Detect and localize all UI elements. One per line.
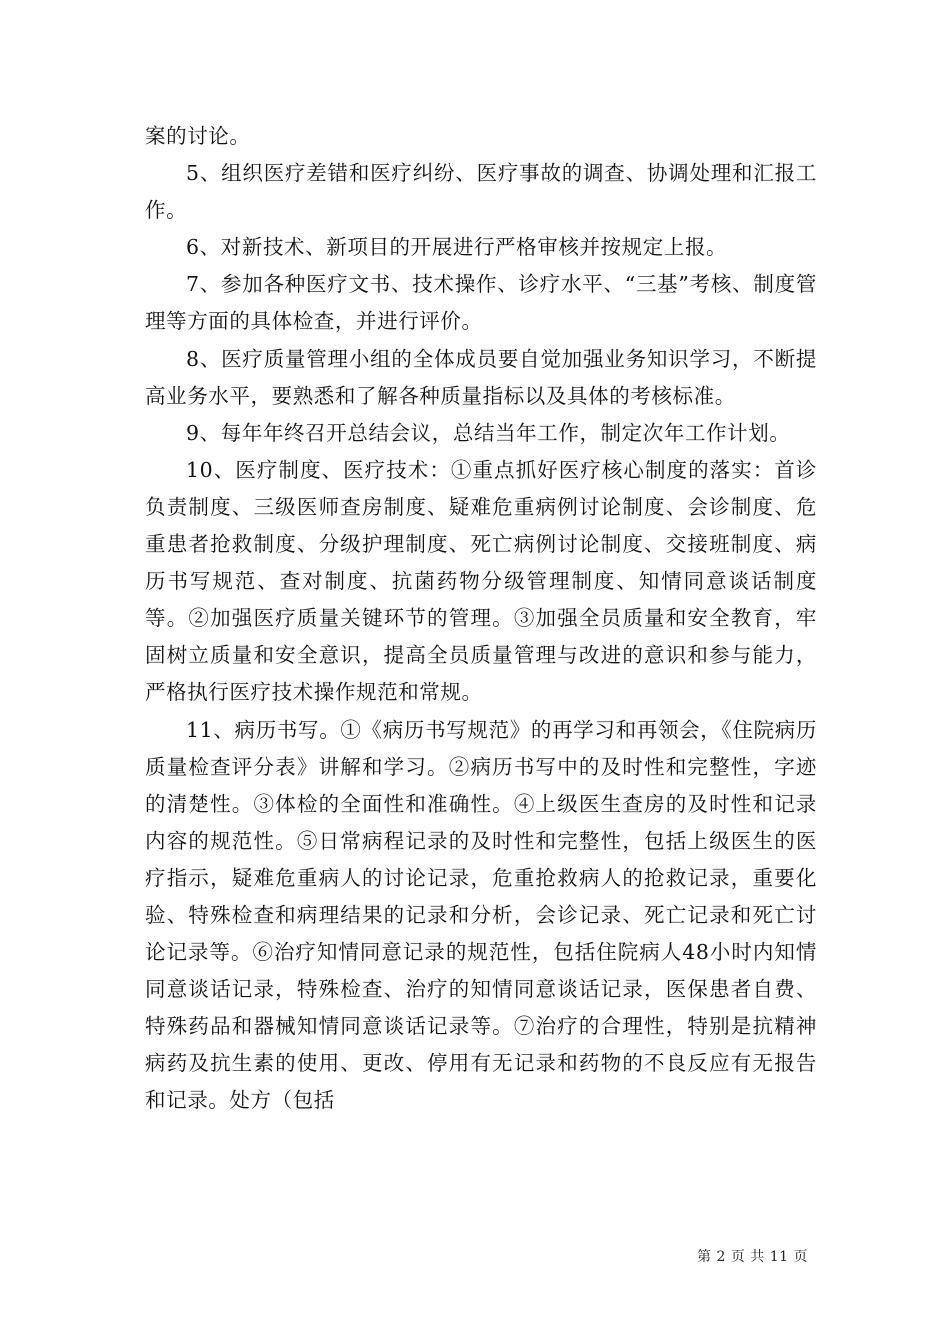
- paragraph-item-6: 6、对新技术、新项目的开展进行严格审核并按规定上报。: [186, 235, 728, 260]
- paragraph-item-11: 11、病历书写。①《病历书写规范》的再学习和再领会，《住院病历质量检查评分表》讲解和学习。②病历书写中的及时性和完整性，字迹的清楚性。③体检的全面性和准确性。④上级医生查房的及时性和记录内容的规范性。⑤日常病程记录的及时性和完整性，包括上级医生的医疗指示，疑难危重病人的讨论记录，危重抢救病人的抢救记录，重要化验、特殊检查和病理结果的记录和分析，会诊记录、死亡记录和死亡讨论记录等。⑥治疗知情同意记录的规范性，包括住院病人48小时内知情同意谈话记录，特殊检查、治疗的知情同意谈话记录，医保患者自费、特殊药品和器械知情同意谈话记录等。⑦治疗的合理性，特别是抗精神病药及抗生素的使用、更改、停用有无记录和药物的不良反应有无报告和记录。处方（包括: [145, 717, 817, 1113]
- paragraph-item-5: 5、组织医疗差错和医疗纠纷、医疗事故的调查、协调处理和汇报工作。: [145, 161, 817, 223]
- document-body: [145, 118, 817, 1120]
- page-number-footer: 第 2 页 共 11 页: [697, 1249, 808, 1265]
- paragraph-continuation: 案的讨论。: [145, 124, 251, 148]
- paragraph-item-7: 7、参加各种医疗文书、技术操作、诊疗水平、“三基”考核、制度管理等方面的具体检查，并进行评价。: [145, 272, 817, 334]
- paragraph-item-8: 8、医疗质量管理小组的全体成员要自觉加强业务知识学习，不断提高业务水平，要熟悉和了解各种质量指标以及具体的考核标准。: [145, 346, 817, 408]
- paragraph-item-9: 9、每年年终召开总结会议，总结当年工作，制定次年工作计划。: [186, 420, 791, 445]
- paragraph-item-10: 10、医疗制度、医疗技术：①重点抓好医疗核心制度的落实：首诊负责制度、三级医师查房制度、疑难危重病例讨论制度、会诊制度、危重患者抢救制度、分级护理制度、死亡病例讨论制度、交接班制度、病历书写规范、查对制度、抗菌药物分级管理制度、知情同意谈话制度等。②加强医疗质量关键环节的管理。③加强全员质量和安全教育，牢固树立质量和安全意识，提高全员质量管理与改进的意识和参与能力，严格执行医疗技术操作规范和常规。: [145, 457, 817, 705]
